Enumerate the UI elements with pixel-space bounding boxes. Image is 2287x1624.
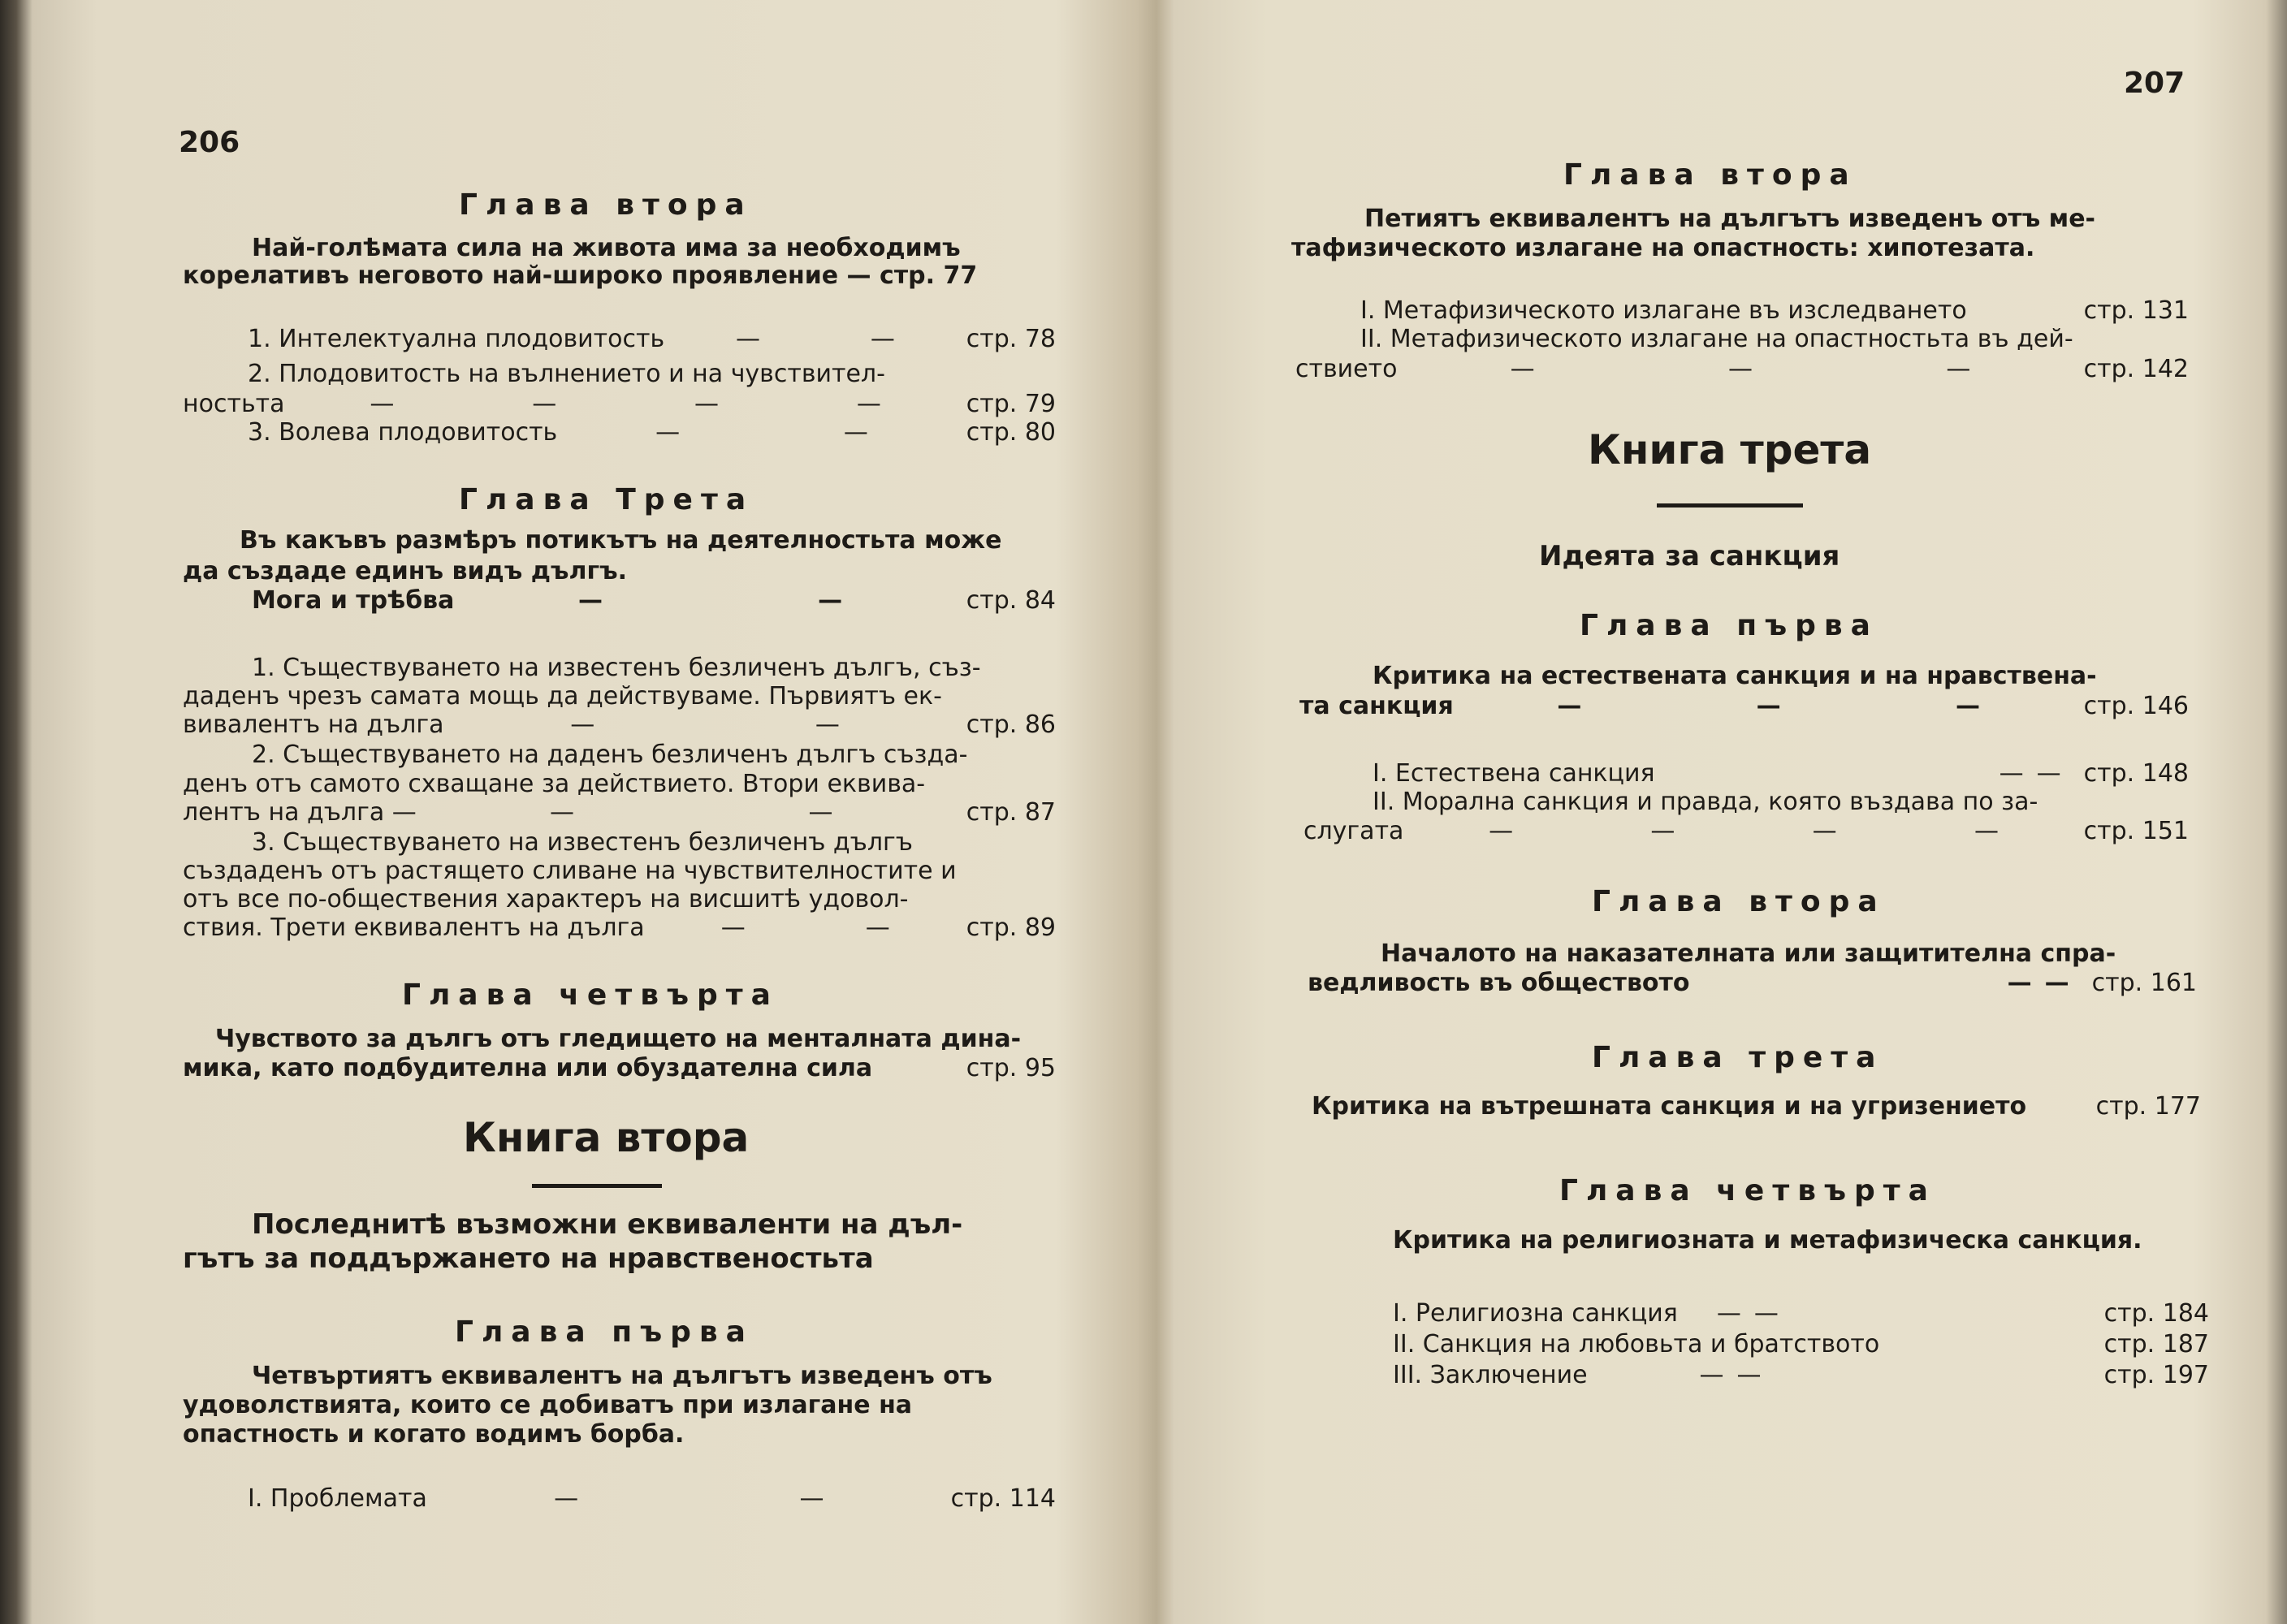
book-subtitle: Идеята за санкция	[1539, 540, 1840, 572]
chapter-title-line: Началото на наказателната или защитителна спра-	[1381, 939, 2116, 968]
toc-entry-text: 1. Съществуването на известенъ безличенъ дългъ, съз-	[252, 654, 981, 682]
chapter-heading: Глава втора	[1563, 158, 1857, 192]
toc-entry-text: II. Морална санкция и правда, която въздава по за-	[1373, 788, 2038, 816]
toc-entry	[1393, 1330, 2209, 1358]
toc-page-ref: стр. 197	[2103, 1361, 2209, 1389]
chapter-title-line: Критика на религиозната и метафизическа санкция.	[1393, 1226, 2142, 1255]
toc-entry: I. Религиозна санкция — — стр. 184	[1393, 1299, 2209, 1328]
toc-entry-text: ностьта	[183, 390, 285, 418]
toc-entry-text: ствия. Трети еквивалентъ на дълга	[183, 914, 645, 942]
chapter-title-line: тафизическото излагане на опастность: хипотезата.	[1291, 234, 2035, 262]
toc-entry: ностьта — — — — стр. 79	[183, 390, 1056, 418]
toc-entry-text: 3. Съществуването на известенъ безличенъ дългъ	[252, 828, 913, 857]
heading-rule	[532, 1184, 662, 1188]
toc-entry-text: 2. Плодовитость на вълнението и на чувствител-	[248, 360, 885, 388]
toc-entry: I. Естествена санкция — — стр. 148	[1373, 759, 2189, 788]
chapter-title-line: Четвъртиятъ еквивалентъ на дългътъ изведенъ отъ	[252, 1362, 992, 1390]
toc-page-ref: стр. 79	[966, 390, 1056, 418]
toc-entry-text: та санкция	[1299, 692, 1454, 720]
toc-page-ref: стр. 161	[2091, 969, 2197, 997]
toc-entry-text: I. Религиозна санкция	[1393, 1299, 1678, 1328]
toc-entry: ствието — — — стр. 142	[1295, 355, 2189, 383]
book-heading: Книга трета	[1588, 426, 1872, 473]
toc-page-ref: стр. 177	[2095, 1092, 2201, 1121]
book-title-line: гътъ за поддържането на нравственостьта	[183, 1242, 874, 1275]
toc-entry-text: I. Естествена санкция	[1373, 759, 1655, 788]
chapter-heading: Глава четвърта	[402, 978, 779, 1012]
toc-entry-text: 2. Съществуването на даденъ безличенъ дългъ създа-	[252, 741, 968, 769]
toc-page-ref: стр. 146	[2083, 692, 2189, 720]
toc-entry	[1312, 1092, 2201, 1121]
chapter-title-line: опастность и когато водимъ борба.	[183, 1420, 685, 1449]
toc-entry-text: лентъ на дълга —	[183, 798, 417, 827]
toc-entry: ствия. Трети еквивалентъ на дълга — — стр. 89	[183, 914, 1056, 942]
toc-entry-text: II. Метафизическото излагане на опастностьта въ дей-	[1360, 325, 2073, 353]
toc-entry-text: 1. Интелектуална плодовитость	[248, 325, 665, 353]
toc-entry-text: денъ отъ самото схващане за действието. Втори еквива-	[183, 770, 926, 798]
toc-page-ref: стр. 80	[966, 418, 1056, 447]
toc-entry-text: Критика на вътрешната санкция и на угризението	[1312, 1092, 2027, 1121]
chapter-heading: Глава втора	[1592, 885, 1886, 918]
toc-entry-text: I. Метафизическото излагане въ изследването	[1360, 296, 1967, 325]
chapter-title-line: Въ какъвъ размѣръ потикътъ на деятелностьта може	[240, 526, 1002, 555]
right-page	[1169, 0, 2287, 1624]
chapter-title-line: удоволствията, които се добиватъ при излагане на	[183, 1391, 913, 1419]
toc-entry-text: III. Заключение	[1393, 1361, 1588, 1389]
toc-page-ref: стр. 151	[2083, 817, 2189, 845]
chapter-heading: Глава втора	[459, 188, 753, 222]
toc-entry-text: Мога и трѣбва	[252, 586, 455, 615]
chapter-heading: Глава първа	[455, 1315, 754, 1349]
toc-entry-text: I. Проблемата	[248, 1484, 427, 1513]
toc-page-ref: стр. 131	[2083, 296, 2189, 325]
toc-page-ref: стр. 95	[966, 1054, 1056, 1082]
toc-page-ref: стр. 114	[950, 1484, 1056, 1513]
toc-entry: та санкция — — — стр. 146	[1299, 692, 2189, 720]
toc-entry-text: ведливость въ обществото	[1308, 969, 1690, 997]
toc-page-ref: стр. 187	[2103, 1330, 2209, 1358]
page-number: 207	[2124, 67, 2185, 100]
left-page	[32, 0, 1153, 1624]
toc-entry: 1. Интелектуална плодовитость — — стр. 78	[248, 325, 1056, 353]
toc-entry-text: мика, като подбудителна или обуздателна сила	[183, 1054, 873, 1082]
toc-page-ref: стр. 89	[966, 914, 1056, 942]
chapter-title-line: Чувството за дългъ отъ гледището на менталната дина-	[215, 1025, 1022, 1053]
chapter-title-line: Петиятъ еквивалентъ на дългътъ изведенъ отъ ме-	[1364, 205, 2095, 233]
toc-page-ref: стр. 184	[2103, 1299, 2209, 1328]
chapter-heading: Глава трета	[1592, 1041, 1884, 1074]
heading-rule	[1657, 503, 1803, 508]
toc-page-ref: стр. 84	[966, 586, 1056, 615]
chapter-heading: Глава първа	[1580, 609, 1878, 642]
toc-entry-text: отъ все по-обществения характеръ на висшитѣ удовол-	[183, 885, 909, 914]
toc-page-ref: стр. 86	[966, 710, 1056, 739]
toc-entry: 3. Волева плодовитость — — стр. 80	[248, 418, 1056, 447]
toc-entry: вивалентъ на дълга — — стр. 86	[183, 710, 1056, 739]
chapter-title-line: Най-голѣмата сила на живота има за необходимъ	[252, 234, 961, 262]
toc-entry-text: вивалентъ на дълга	[183, 710, 444, 739]
toc-entry: слугата — — — — стр. 151	[1303, 817, 2189, 845]
toc-entry-text: ствието	[1295, 355, 1398, 383]
toc-entry: Мога и трѣбва — — стр. 84	[252, 586, 1056, 615]
chapter-heading: Глава четвърта	[1559, 1174, 1936, 1207]
toc-entry-text: слугата	[1303, 817, 1404, 845]
toc-entry-text: даденъ чрезъ самата мощь да действуваме. Първиятъ ек-	[183, 682, 942, 710]
toc-page-ref: стр. 87	[966, 798, 1056, 827]
toc-entry	[1360, 296, 2189, 325]
toc-entry: лентъ на дълга — — — стр. 87	[183, 798, 1056, 827]
toc-entry: I. Проблемата — — стр. 114	[248, 1484, 1056, 1513]
toc-page-ref: стр. 148	[2083, 759, 2189, 788]
toc-entry	[183, 1054, 1056, 1082]
toc-entry: III. Заключение — — стр. 197	[1393, 1361, 2209, 1389]
toc-page-ref: стр. 142	[2083, 355, 2189, 383]
page-number: 206	[179, 126, 240, 159]
chapter-heading: Глава Трета	[459, 483, 754, 516]
toc-entry: ведливость въ обществото — — стр. 161	[1308, 969, 2197, 997]
book-heading: Книга втора	[463, 1114, 750, 1161]
toc-entry-text: II. Санкция на любовьта и братството	[1393, 1330, 1880, 1358]
chapter-title-line: корелативъ неговото най-широко проявление — стр. 77	[183, 261, 978, 290]
chapter-title-line: Критика на естествената санкция и на нравствена-	[1373, 662, 2097, 690]
toc-entry-text: 3. Волева плодовитость	[248, 418, 558, 447]
toc-entry-text: създаденъ отъ растящето сливане на чувствителностите и	[183, 857, 957, 885]
book-title-line: Последнитѣ възможни еквиваленти на дъл-	[252, 1208, 963, 1241]
chapter-title-line: да създаде единъ видъ дългъ.	[183, 557, 628, 585]
toc-page-ref: стр. 78	[966, 325, 1056, 353]
